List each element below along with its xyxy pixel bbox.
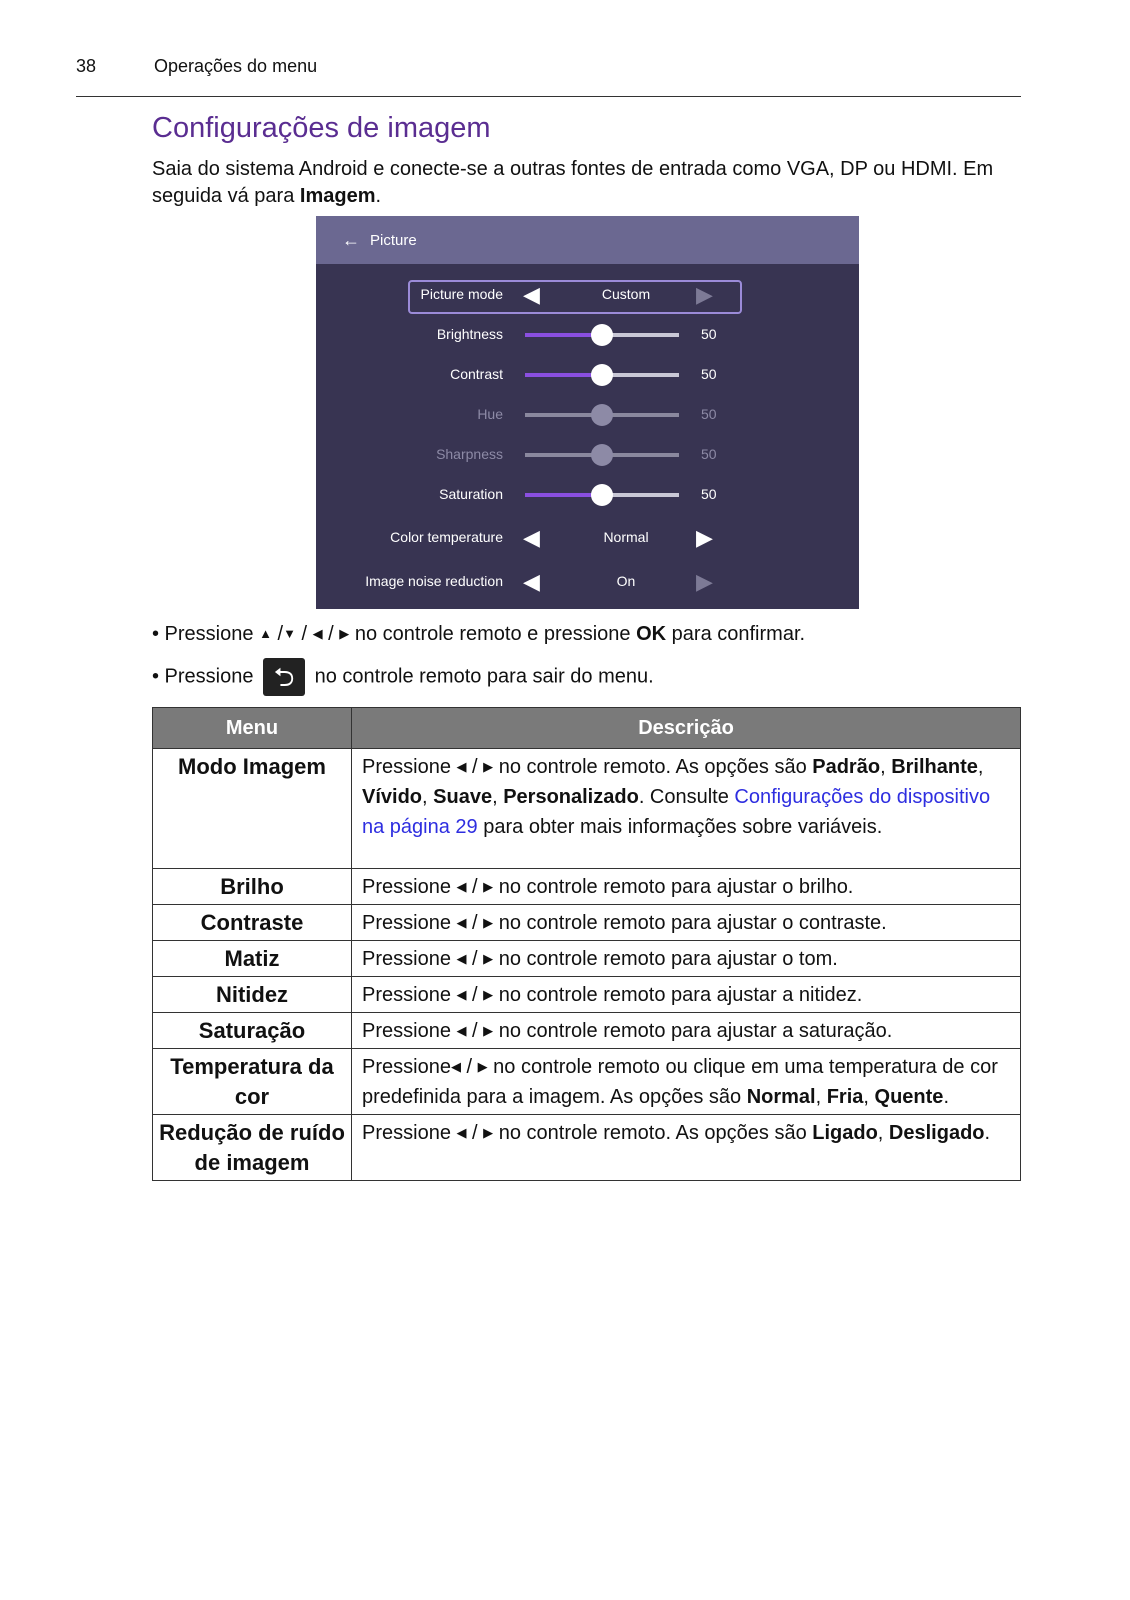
description-cell: Pressione ◀ / ▶ no controle remoto. As opções são Padrão, Brilhante, Vívido, Suave, Personalizado. Consulte Configurações do dispositivo na página 29 para obter mais informações sobre variáveis.	[352, 749, 1021, 869]
description-cell: Pressione ◀ / ▶ no controle remoto para ajustar o brilho.	[352, 869, 1021, 905]
brightness-row[interactable]	[316, 320, 859, 350]
contrast-row[interactable]	[316, 360, 859, 390]
description-cell: Pressione ◀ / ▶ no controle remoto. As opções são Ligado, Desligado.	[352, 1115, 1021, 1181]
brightness-slider[interactable]	[525, 333, 679, 337]
section-title: Operações do menu	[154, 56, 318, 76]
bullet-navigate: • Pressione ▲ /▼ / ◀ / ▶ no controle remoto e pressione OK para confirmar.	[152, 623, 806, 645]
sharpness-label: Sharpness	[436, 446, 503, 462]
header-description: Descrição	[352, 708, 1021, 749]
page-number: 38	[76, 56, 97, 76]
triangle-right-icon[interactable]: ▶	[696, 282, 713, 307]
hue-value: 50	[701, 406, 717, 422]
description-table	[152, 707, 1021, 1181]
menu-cell: Nitidez	[153, 977, 352, 1013]
return-icon: ⮌	[263, 658, 305, 696]
tv-menu-header	[316, 216, 859, 264]
saturation-row[interactable]	[316, 480, 859, 510]
page-title: Configurações de imagem	[152, 112, 491, 144]
menu-cell: Modo Imagem	[153, 749, 352, 869]
menu-cell: Redução de ruído de imagem	[153, 1115, 352, 1181]
triangle-right-icon[interactable]: ▶	[696, 525, 713, 550]
description-cell: Pressione ◀ / ▶ no controle remoto para ajustar o tom.	[352, 941, 1021, 977]
menu-cell: Contraste	[153, 905, 352, 941]
arrow-left-icon: ◀	[312, 626, 323, 641]
slider-knob[interactable]	[591, 364, 613, 386]
hue-slider	[525, 413, 679, 417]
brightness-value: 50	[701, 326, 717, 342]
description-cell: Pressione ◀ / ▶ no controle remoto para ajustar o contraste.	[352, 905, 1021, 941]
header-menu: Menu	[153, 708, 352, 749]
triangle-left-icon[interactable]: ◀	[523, 569, 540, 594]
arrow-up-icon: ▲	[259, 626, 272, 641]
sharpness-slider	[525, 453, 679, 457]
slider-knob[interactable]	[591, 484, 613, 506]
bullet-exit: • Pressione ⮌ no controle remoto para sair do menu.	[152, 658, 654, 696]
description-cell: Pressione◀ / ▶ no controle remoto ou clique em uma temperatura de cor predefinida para a imagem. As opções são Normal, Fria, Quente.	[352, 1049, 1021, 1115]
picture-mode-label: Picture mode	[420, 286, 503, 302]
table-row	[153, 1013, 1021, 1049]
triangle-left-icon[interactable]: ◀	[523, 282, 540, 307]
table-row	[153, 1049, 1021, 1115]
slider-knob[interactable]	[591, 324, 613, 346]
picture-mode-value: Custom	[601, 286, 651, 302]
contrast-value: 50	[701, 366, 717, 382]
menu-cell: Saturação	[153, 1013, 352, 1049]
hue-row	[316, 400, 859, 430]
arrow-left-icon[interactable]: ←	[342, 229, 360, 250]
contrast-slider[interactable]	[525, 373, 679, 377]
sharpness-value: 50	[701, 446, 717, 462]
description-cell: Pressione ◀ / ▶ no controle remoto para ajustar a nitidez.	[352, 977, 1021, 1013]
picture-mode-row[interactable]	[316, 280, 859, 310]
saturation-value: 50	[701, 486, 717, 502]
description-cell: Pressione ◀ / ▶ no controle remoto para ajustar a saturação.	[352, 1013, 1021, 1049]
cross-reference-link[interactable]: Configurações do dispositivo na página 29	[362, 786, 991, 838]
menu-cell: Brilho	[153, 869, 352, 905]
table-row	[153, 977, 1021, 1013]
saturation-label: Saturation	[439, 486, 503, 502]
menu-cell: Matiz	[153, 941, 352, 977]
hue-label: Hue	[477, 406, 503, 422]
table-row	[153, 749, 1021, 869]
color-temperature-row[interactable]	[316, 523, 859, 553]
intro-paragraph: Saia do sistema Android e conecte-se a outras fontes de entrada como VGA, DP ou HDMI. Em seguida vá para Imagem.	[152, 158, 994, 207]
menu-cell: Temperatura da cor	[153, 1049, 352, 1115]
triangle-left-icon[interactable]: ◀	[523, 525, 540, 550]
saturation-slider[interactable]	[525, 493, 679, 497]
sharpness-row	[316, 440, 859, 470]
color-temperature-value: Normal	[603, 529, 649, 545]
table-row	[153, 905, 1021, 941]
noise-reduction-row[interactable]	[316, 567, 859, 597]
brightness-label: Brightness	[436, 326, 503, 342]
arrow-down-icon: ▼	[283, 626, 296, 641]
color-temperature-label: Color temperature	[390, 529, 503, 545]
page-header	[76, 56, 1021, 97]
noise-reduction-value: On	[616, 573, 636, 589]
table-row	[153, 869, 1021, 905]
table-row	[153, 1115, 1021, 1181]
slider-knob	[591, 444, 613, 466]
table-row	[153, 941, 1021, 977]
tv-picture-menu-screenshot	[316, 216, 859, 609]
table-header-row	[153, 708, 1021, 749]
tv-menu-title: Picture	[370, 231, 417, 249]
noise-reduction-label: Image noise reduction	[365, 573, 503, 589]
arrow-right-icon: ▶	[339, 626, 350, 641]
contrast-label: Contrast	[450, 366, 503, 382]
triangle-right-icon[interactable]: ▶	[696, 569, 713, 594]
slider-knob	[591, 404, 613, 426]
